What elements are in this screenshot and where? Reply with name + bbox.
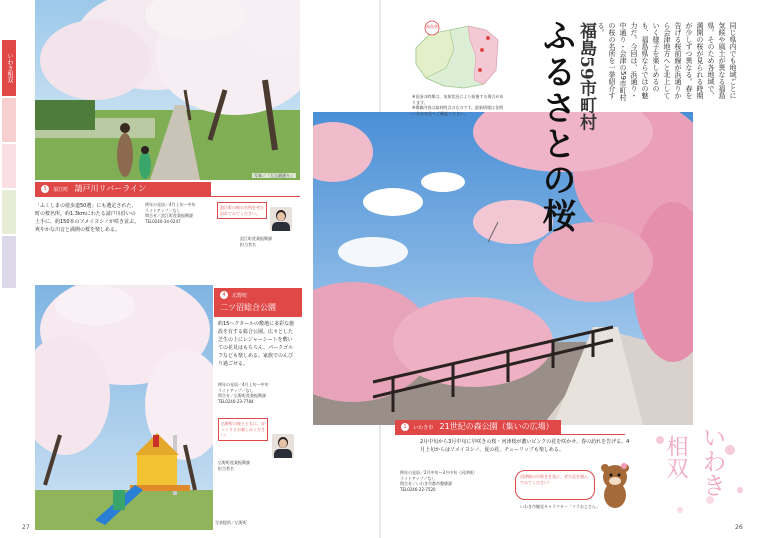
left-page-number: 27 xyxy=(22,524,30,531)
area-tab-2[interactable] xyxy=(2,98,16,142)
section-3-contact: 浪江町産業振興課 担当者名 xyxy=(240,236,272,247)
section-21-info: 例年の見頃／2月中旬〜3月中旬（河津桜） ライトアップ／なし 問合せ／いわき市都市整備課 TEL0246-22-7520 xyxy=(400,470,478,492)
feature-title: ふるさとの桜 xyxy=(536,18,576,234)
section-4-info: 例年の見頃／4月上旬〜中旬 ライトアップ／なし 問合せ／広野町産業振興課 TEL0240-23-7784 xyxy=(218,382,269,404)
photo-riverline xyxy=(35,0,300,180)
section-3-avatar xyxy=(270,207,292,231)
photo-kawazu-cherry xyxy=(313,112,693,425)
section-3-red-box: 浪江町の桜の名所をぜひ訪れてみてください。 xyxy=(217,202,267,219)
fukushima-map-illustration xyxy=(410,20,502,92)
section-3-number: 3 xyxy=(41,185,49,193)
mascot-figure xyxy=(600,462,630,510)
right-page-number: 26 xyxy=(735,524,743,531)
section-3-rule xyxy=(35,196,300,197)
area-tab-5[interactable] xyxy=(2,236,16,288)
section-4-title: 二ツ沼総合公園 xyxy=(220,303,276,312)
area-tab-label: いわき相双 xyxy=(6,53,13,83)
map-label: 福島県 xyxy=(426,24,438,29)
section-3-header xyxy=(35,182,211,196)
area-tab-active[interactable] xyxy=(2,40,16,96)
section-4-number: 4 xyxy=(220,291,228,299)
feature-intro: 同じ県内でも地域ごとに気候や風土が異なる福島県。そのため各地域で、満開の桜が見られる時期が少しずつ異なる。春を告げる桜前線が浜通りから会津地方へと北上していく様子を楽しめるのも、福島県ならではの魅力だ。今回は、浜通り・中通り・会津の59市町村の桜の名所を一挙紹介する。 xyxy=(597,22,737,101)
photo-futatsunuma xyxy=(35,285,213,530)
section-3-body: 「ふくしまの遊歩道50選」にも選定された、町の桜名所。約1.3kmにわたる請戸川沿いの土手に、約150本のソメイヨシノが咲き並ぶ。爽やかな川音と満開の桜を楽しめる。 xyxy=(35,203,140,233)
section-4-contact: 広野町産業振興課 担当者名 xyxy=(218,460,250,471)
section-3-title: 請戸川リバーライン xyxy=(74,184,147,193)
section-3-municipality: 浪江町 xyxy=(53,187,69,193)
section-4-red-box: 広野町の桜とともに、ゆっくりとお楽しみください。 xyxy=(218,418,268,441)
section-4-avatar xyxy=(272,434,294,458)
section-3-info: 例年の見頃／4月上旬〜中旬 ライトアップ／なし 問合せ／浪江町産業振興課 TEL0240-34-0247 xyxy=(145,202,196,224)
section-21-rule xyxy=(395,434,625,435)
section-4-header xyxy=(214,288,302,317)
kawazu-illustration xyxy=(313,112,693,425)
corner-area-soso: 相双 xyxy=(663,435,688,479)
section-21-title: 21世紀の森公園（集いの広場） xyxy=(439,422,554,431)
section-21-header xyxy=(395,420,561,434)
section-21-municipality: いわき市 xyxy=(413,425,434,431)
photo1-credit: 写真／「大玉園通り」 xyxy=(254,172,294,178)
futatsunuma-illustration xyxy=(35,285,213,530)
mascot-illustration xyxy=(600,462,630,510)
area-tab-strip xyxy=(0,40,18,290)
feature-subtitle: 福島59市町村 xyxy=(576,22,596,131)
mascot-caption: いわき市観光キャラクター「フラおじさん」 xyxy=(520,504,600,509)
section-4-municipality: 広野町 xyxy=(232,293,248,299)
photo2-credit: 写真提供／広野町 xyxy=(215,520,247,525)
area-tab-3[interactable] xyxy=(2,144,16,188)
mascot-speech-text: 河津桜の早咲きを見に、ぜひ足を運んでみてください！ xyxy=(520,474,588,485)
riverline-illustration xyxy=(35,0,300,180)
corner-area-iwaki: いわき xyxy=(698,425,726,497)
section-21-body: 2月中旬から3月中旬に早咲きの桜・河津桜が濃いピンクの花を咲かせ、春の訪れを告げる。4月上旬からはソメイヨシノ、夏の花、チューリップも楽しめる。 xyxy=(420,439,630,453)
section-4-body: 約15ヘクタールの敷地に多彩な施設を有する総合公園。広々とした芝生の上にレジャーシートを敷いての花見はもちろん、パークゴルフなども楽しめる。家族でのんびり過ごせる。 xyxy=(218,321,295,367)
map-caption: ※見頃の時期は、気象状況により前後する場合があります。 ※掲載内容は取材時点のものです。最新情報は各問い合わせ先へご確認ください。 xyxy=(412,94,504,116)
area-tab-4[interactable] xyxy=(2,190,16,234)
prefecture-map xyxy=(410,20,502,92)
section-21-number: 1 xyxy=(401,423,409,431)
